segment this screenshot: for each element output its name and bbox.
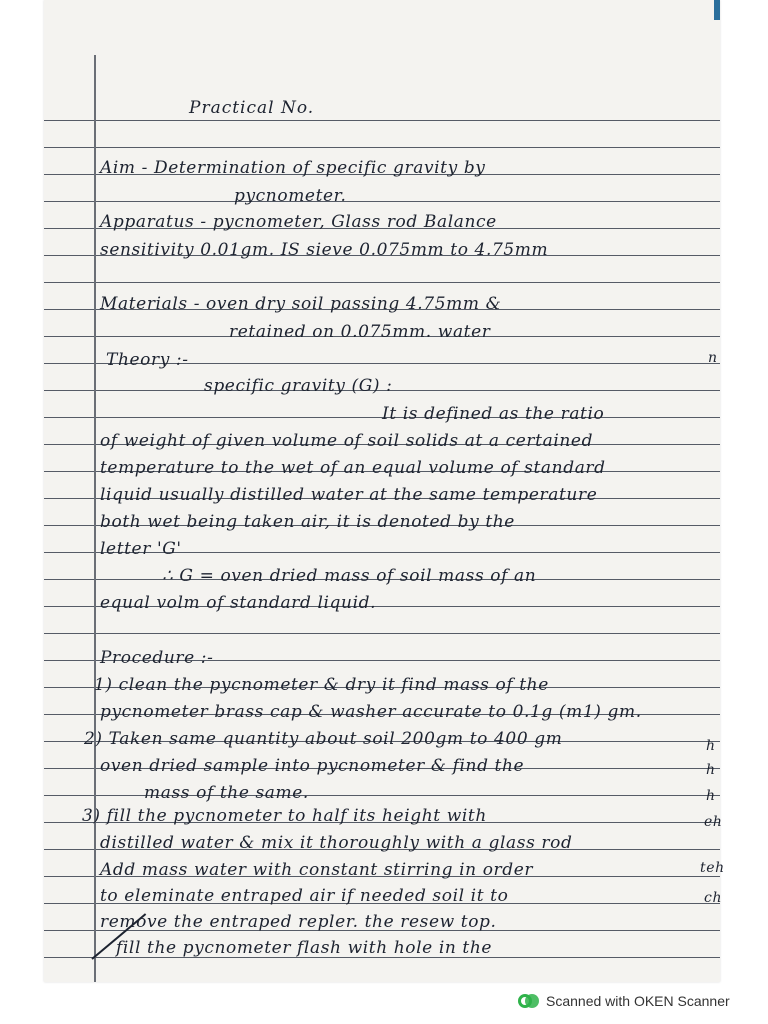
ruled-line (44, 147, 720, 148)
scanner-logo-icon (518, 991, 538, 1011)
ruled-line (44, 201, 720, 202)
procedure-line: oven dried sample into pycnometer & find the (100, 756, 525, 776)
procedure-line: 3) fill the pycnometer to half its height with (82, 806, 487, 826)
margin-mark: h (706, 738, 716, 754)
theory-line: equal volm of standard liquid. (100, 593, 377, 613)
procedure-line: mass of the same. (144, 783, 309, 803)
margin-mark: h (706, 788, 716, 804)
margin-mark: eh (704, 814, 723, 830)
theory-line: both wet being taken air, it is denoted by the (100, 512, 515, 532)
procedure-line: remove the entraped repler. the resew top. (100, 912, 497, 932)
theory-line: It is defined as the ratio (382, 404, 605, 424)
page-title: Practical No. (189, 98, 315, 118)
aim-line-2: pycnometer. (234, 186, 347, 206)
procedure-line: to eleminate entraped air if needed soil it to (100, 886, 509, 906)
procedure-heading: Procedure :- (100, 648, 214, 668)
margin-mark: ch (704, 890, 723, 906)
theory-line: liquid usually distilled water at the same temperature (100, 485, 598, 505)
watermark-text: Scanned with OKEN Scanner (546, 993, 730, 1009)
procedure-line: 1) clean the pycnometer & dry it find mass of the (94, 675, 549, 695)
margin-mark: n (708, 350, 718, 366)
apparatus-line-1: Apparatus - pycnometer, Glass rod Balance (100, 212, 497, 232)
theory-line: ∴ G = oven dried mass of soil mass of an (162, 566, 537, 586)
notebook-page (44, 0, 725, 982)
procedure-line: pycnometer brass cap & washer accurate to 0.1g (m1) gm. (100, 702, 642, 722)
page-corner-mark (714, 0, 720, 20)
theory-line: letter 'G' (100, 539, 182, 559)
materials-line-1: Materials - oven dry soil passing 4.75mm & (100, 294, 502, 314)
procedure-line: 2) Taken same quantity about soil 200gm to 400 gm (84, 729, 563, 749)
scanner-watermark (518, 990, 730, 1012)
materials-line-2: retained on 0.075mm. water (229, 322, 491, 342)
ruled-line (44, 120, 720, 121)
margin-line (94, 55, 96, 982)
procedure-line: Add mass water with constant stirring in order (100, 860, 534, 880)
theory-heading: Theory :- (106, 350, 189, 370)
procedure-line: fill the pycnometer flash with hole in the (116, 938, 493, 958)
margin-mark: teh (700, 860, 725, 876)
ruled-line (44, 282, 720, 283)
aim-line-1: Aim - Determination of specific gravity by (100, 158, 486, 178)
theory-line: temperature to the wet of an equal volume of standard (100, 458, 606, 478)
apparatus-line-2: sensitivity 0.01gm. IS sieve 0.075mm to 4.75mm (100, 240, 549, 260)
ruled-line (44, 633, 720, 634)
margin-mark: h (706, 762, 716, 778)
theory-subheading: specific gravity (G) : (204, 376, 393, 396)
procedure-line: distilled water & mix it thoroughly with a glass rod (100, 833, 573, 853)
theory-line: of weight of given volume of soil solids at a certained (100, 431, 594, 451)
